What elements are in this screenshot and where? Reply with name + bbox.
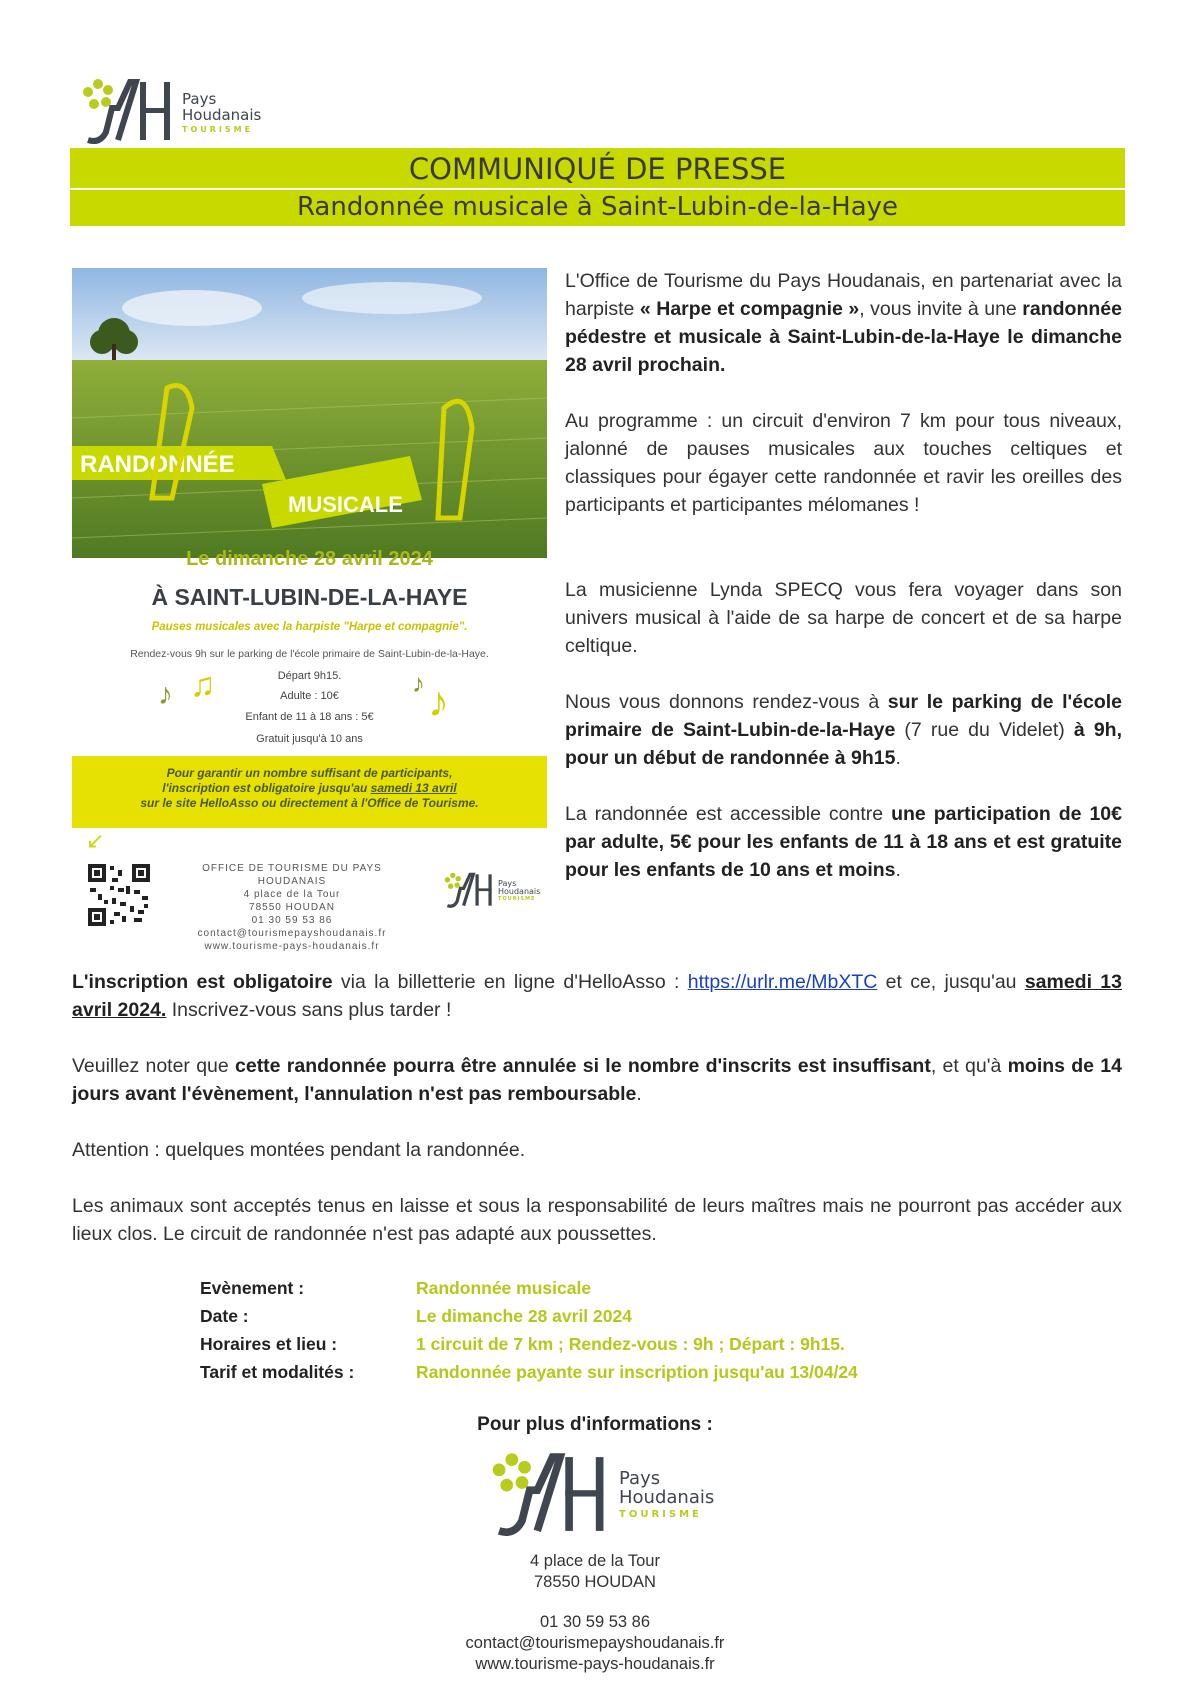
registration-line-2: l'inscription est obligatoire jusqu'au samedi 13 avril	[162, 781, 457, 795]
field-photo	[72, 268, 547, 558]
ribbon-randonnee: RANDONNÉE	[80, 451, 235, 478]
pays-houdanais-logo-icon	[78, 78, 178, 144]
date-label: Date :	[200, 1306, 249, 1326]
footer-logo	[486, 1452, 726, 1538]
registration-paragraph: L'inscription est obligatoire via la billetterie en ligne d'HelloAsso : https://urlr.me/MbXTC et ce, jusqu'au samedi 13 avril 2024. Inscrivez-vous sans plus tarder !	[72, 971, 1122, 1021]
registration-box	[72, 756, 547, 828]
animals-paragraph: Les animaux sont acceptés tenus en laisse et sous la responsabilité de leurs maîtres mais ne pourront pas accéder aux lieux clos. Le circuit de randonnée n'est pas adapté aux poussettes.	[72, 1195, 1122, 1245]
poster-logo-tourisme: TOURISME	[498, 895, 536, 902]
poster-logo-pays: Pays	[498, 879, 517, 888]
poster-mail: contact@tourismepayshoudanais.fr	[197, 928, 387, 939]
qr-code	[86, 862, 152, 928]
price-paragraph: La randonnée est accessible contre une participation de 10€ par adulte, 5€ pour les enfants de 11 à 18 ans et est gratuite pour les enfants de 10 ans et moins.	[565, 803, 1122, 881]
poster-office: OFFICE DE TOURISME DU PAYS HOUDANAIS	[202, 863, 382, 887]
music-note-icon: ♪	[412, 668, 425, 698]
pays-houdanais-logo-icon	[442, 872, 496, 908]
date-value: Le dimanche 28 avril 2024	[416, 1306, 632, 1326]
footer-logo-pays: Pays	[619, 1468, 661, 1489]
banner-title: COMMUNIQUÉ DE PRESSE	[408, 152, 787, 186]
musician-paragraph: La musicienne Lynda SPECQ vous fera voyager dans son univers musical à l'aide de sa harpe de concert et de sa harpe celtique.	[565, 579, 1122, 657]
poster-contact	[172, 862, 412, 953]
logo-line-pays: Pays	[182, 90, 217, 108]
cancellation-paragraph: Veuillez noter que cette randonnée pourra être annulée si le nombre d'inscrits est insuffisant, et qu'à moins de 14 jours avant l'évènement, l'annulation n'est pas remboursable.	[72, 1055, 1122, 1105]
poster-date: Le dimanche 28 avril 2024	[186, 548, 433, 570]
price-label: Tarif et modalités :	[200, 1362, 355, 1382]
ribbon-musicale: MUSICALE	[288, 492, 403, 517]
footer-address-2: 78550 HOUDAN	[534, 1573, 656, 1591]
attention-paragraph: Attention : quelques montées pendant la randonnée.	[72, 1139, 526, 1161]
header-logo	[78, 78, 262, 144]
footer-logo-houdanais: Houdanais	[619, 1486, 715, 1508]
intro-paragraph: L'Office de Tourisme du Pays Houdanais, en partenariat avec la harpiste « Harpe et compagnie », vous invite à une randonnée pédestre et musicale à Saint-Lubin-de-la-Haye le dimanche 28 avril prochain.	[565, 270, 1122, 376]
event-poster	[72, 268, 547, 952]
poster-rdv: Rendez-vous 9h sur le parking de l'école primaire de Saint-Lubin-de-la-Haye.	[130, 648, 489, 660]
music-note-icon: ♪	[428, 678, 449, 725]
poster-addr1: 4 place de la Tour	[243, 889, 341, 900]
poster-addr2: 78550 HOUDAN	[249, 902, 335, 913]
arrow-down-left-icon: ↙	[86, 828, 105, 853]
more-info-heading: Pour plus d'informations :	[477, 1414, 713, 1435]
event-label: Evènement :	[200, 1278, 305, 1298]
poster-pauses: Pauses musicales avec la harpiste "Harpe et compagnie".	[151, 621, 468, 633]
footer-email[interactable]: contact@tourismepayshoudanais.fr	[465, 1634, 725, 1652]
footer-website[interactable]: www.tourisme-pays-houdanais.fr	[475, 1655, 715, 1673]
schedule-label: Horaires et lieu :	[200, 1334, 338, 1354]
poster-web: www.tourisme-pays-houdanais.fr	[204, 941, 380, 952]
schedule-value: 1 circuit de 7 km ; Rendez-vous : 9h ; Départ : 9h15.	[416, 1334, 845, 1354]
footer-phone: 01 30 59 53 86	[539, 1613, 651, 1631]
event-value: Randonnée musicale	[416, 1278, 592, 1298]
poster-enfant: Enfant de 11 à 18 ans : 5€	[245, 711, 374, 723]
footer-address-1: 4 place de la Tour	[530, 1552, 660, 1570]
helloasso-link[interactable]: https://urlr.me/MbXTC	[687, 971, 878, 993]
registration-line-1: Pour garantir un nombre suffisant de participants,	[166, 766, 453, 780]
poster-depart: Départ 9h15.	[277, 670, 342, 682]
banner-divider	[70, 188, 1125, 190]
music-note-icon: ♪	[158, 678, 173, 711]
meeting-paragraph: Nous vous donnons rendez-vous à sur le parking de l'école primaire de Saint-Lubin-de-la-Haye (7 rue du Videlet) à 9h, pour un début de randonnée à 9h15.	[565, 691, 1122, 769]
poster-place: À SAINT-LUBIN-DE-LA-HAYE	[151, 584, 468, 610]
logo-line-houdanais: Houdanais	[182, 105, 262, 124]
program-paragraph: Au programme : un circuit d'environ 7 km pour tous niveaux, jalonné de pauses musicales aux touches celtiques et classiques pour égayer cette randonnée et ravir les oreilles des participants et participantes mélomanes !	[565, 410, 1122, 516]
poster-logo-houdanais: Houdanais	[498, 887, 541, 897]
footer-logo-tourisme: TOURISME	[619, 1508, 702, 1520]
poster-logo	[442, 872, 542, 912]
press-release-banner	[70, 148, 1125, 226]
logo-line-tourisme: TOURISME	[182, 124, 254, 134]
price-value: Randonnée payante sur inscription jusqu'au 13/04/24	[416, 1362, 858, 1382]
registration-line-3: sur le site HelloAsso ou directement à l'Office de Tourisme.	[140, 796, 479, 810]
music-notes-icon: ♫	[190, 666, 216, 704]
banner-subtitle: Randonnée musicale à Saint-Lubin-de-la-Haye	[296, 192, 899, 222]
poster-tel: 01 30 59 53 86	[251, 915, 333, 926]
poster-gratuit: Gratuit jusqu'à 10 ans	[256, 733, 363, 745]
poster-adulte: Adulte : 10€	[280, 690, 339, 702]
pays-houdanais-logo-icon	[486, 1452, 614, 1536]
